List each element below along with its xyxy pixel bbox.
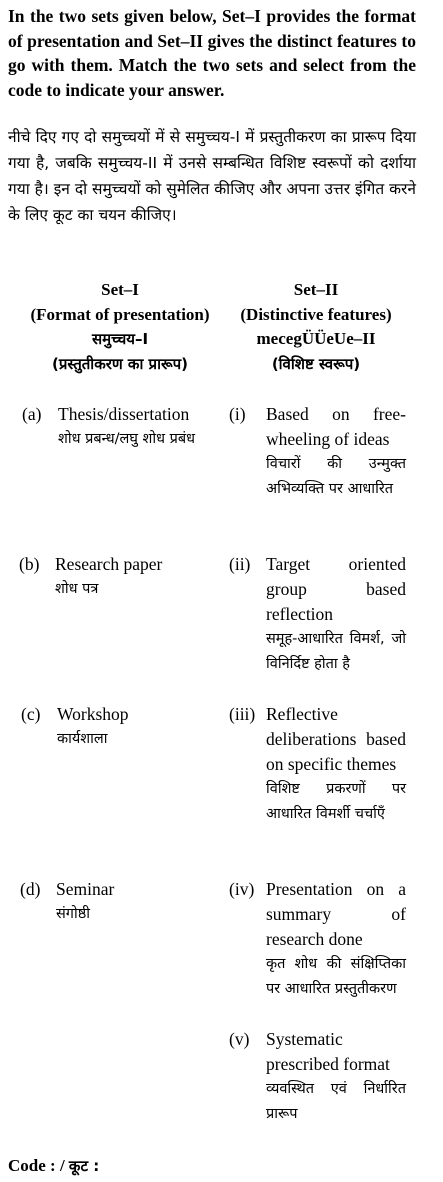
item-english: Seminar [56,879,115,899]
set-1-header [25,278,215,376]
item-number: (b) [19,554,40,574]
code-label [8,1154,99,1178]
set-1-title-hindi: समुच्चय–I [91,330,149,348]
set-1-subtitle: (Format of presentation) [30,304,210,324]
item-hindi: व्यवस्थित एवं निर्धारित प्रारूप [266,1081,406,1122]
item-english: Research paper [55,554,163,574]
item-hindi: संगोष्ठी [56,906,91,922]
item-english: Reflective deliberations based on specific themes [266,704,406,774]
set-2-header [226,278,406,376]
item-number: (ii) [229,554,251,574]
item-hindi: शोध प्रबन्ध/लघु शोध प्रबंध [58,431,196,447]
set-1-title: Set–I [101,280,139,299]
item-hindi: कृत शोध की संक्षिप्तिका पर आधारित प्रस्तुतीकरण [266,956,406,997]
code-label-english: Code : / [8,1156,65,1175]
item-number: (a) [22,404,42,424]
item-number: (iii) [229,704,256,724]
item-number: (c) [21,704,41,724]
item-hindi: शोध पत्र [55,581,99,597]
item-hindi: समूह-आधारित विमर्श, जो विनिर्दिष्ट होता है [266,631,406,672]
item-number: (v) [229,1029,250,1049]
item-hindi: विशिष्ट प्रकरणों पर आधारित विमर्शी चर्चाएँ [266,781,406,822]
set-2-title-hindi: mecegÜÜeUe–II [256,329,376,348]
code-label-hindi: कूट : [68,1157,100,1175]
set-2-subtitle: (Distinctive features) [240,304,392,324]
item-number: (iv) [229,879,255,899]
set-2-title: Set–II [293,280,339,299]
item-hindi: कार्यशाला [57,731,108,747]
set-1-subtitle-hindi: (प्रस्तुतीकरण का प्रारूप) [51,354,188,373]
item-hindi: विचारों की उन्मुक्त अभिव्यक्ति पर आधारित [266,456,406,497]
item-english: Based on free-wheeling of ideas [266,404,406,449]
item-number: (d) [20,879,41,899]
question-text-english: In the two sets given below, Set–I provides the format of presentation and Set–II gives the distinct features to go with them. Match the two sets and select from the code to indicate your answer. [8,6,416,100]
set-2-subtitle-hindi: (विशिष्ट स्वरूप) [271,354,361,373]
item-english: Presentation on a summary of research done [266,879,406,949]
question-text-hindi: नीचे दिए गए दो समुच्चयों में से समुच्चय-I में प्रस्तुतीकरण का प्रारूप दिया गया है, जबकि समुच्चय-II में उनसे सम्बन्धित विशिष्ट स्वरूपों को दर्शाया गया है। इन दो समुच्चयों को सुमेलित कीजिए और अपना उत्तर इंगित करने के लिए कूट का चयन कीजिए। [8,128,416,224]
item-english: Thesis/dissertation [58,404,190,424]
item-english: Workshop [57,704,129,724]
item-english: Target oriented group based reflection [266,554,406,624]
item-english: Systematic prescribed format [266,1029,390,1074]
item-number: (i) [229,404,246,424]
